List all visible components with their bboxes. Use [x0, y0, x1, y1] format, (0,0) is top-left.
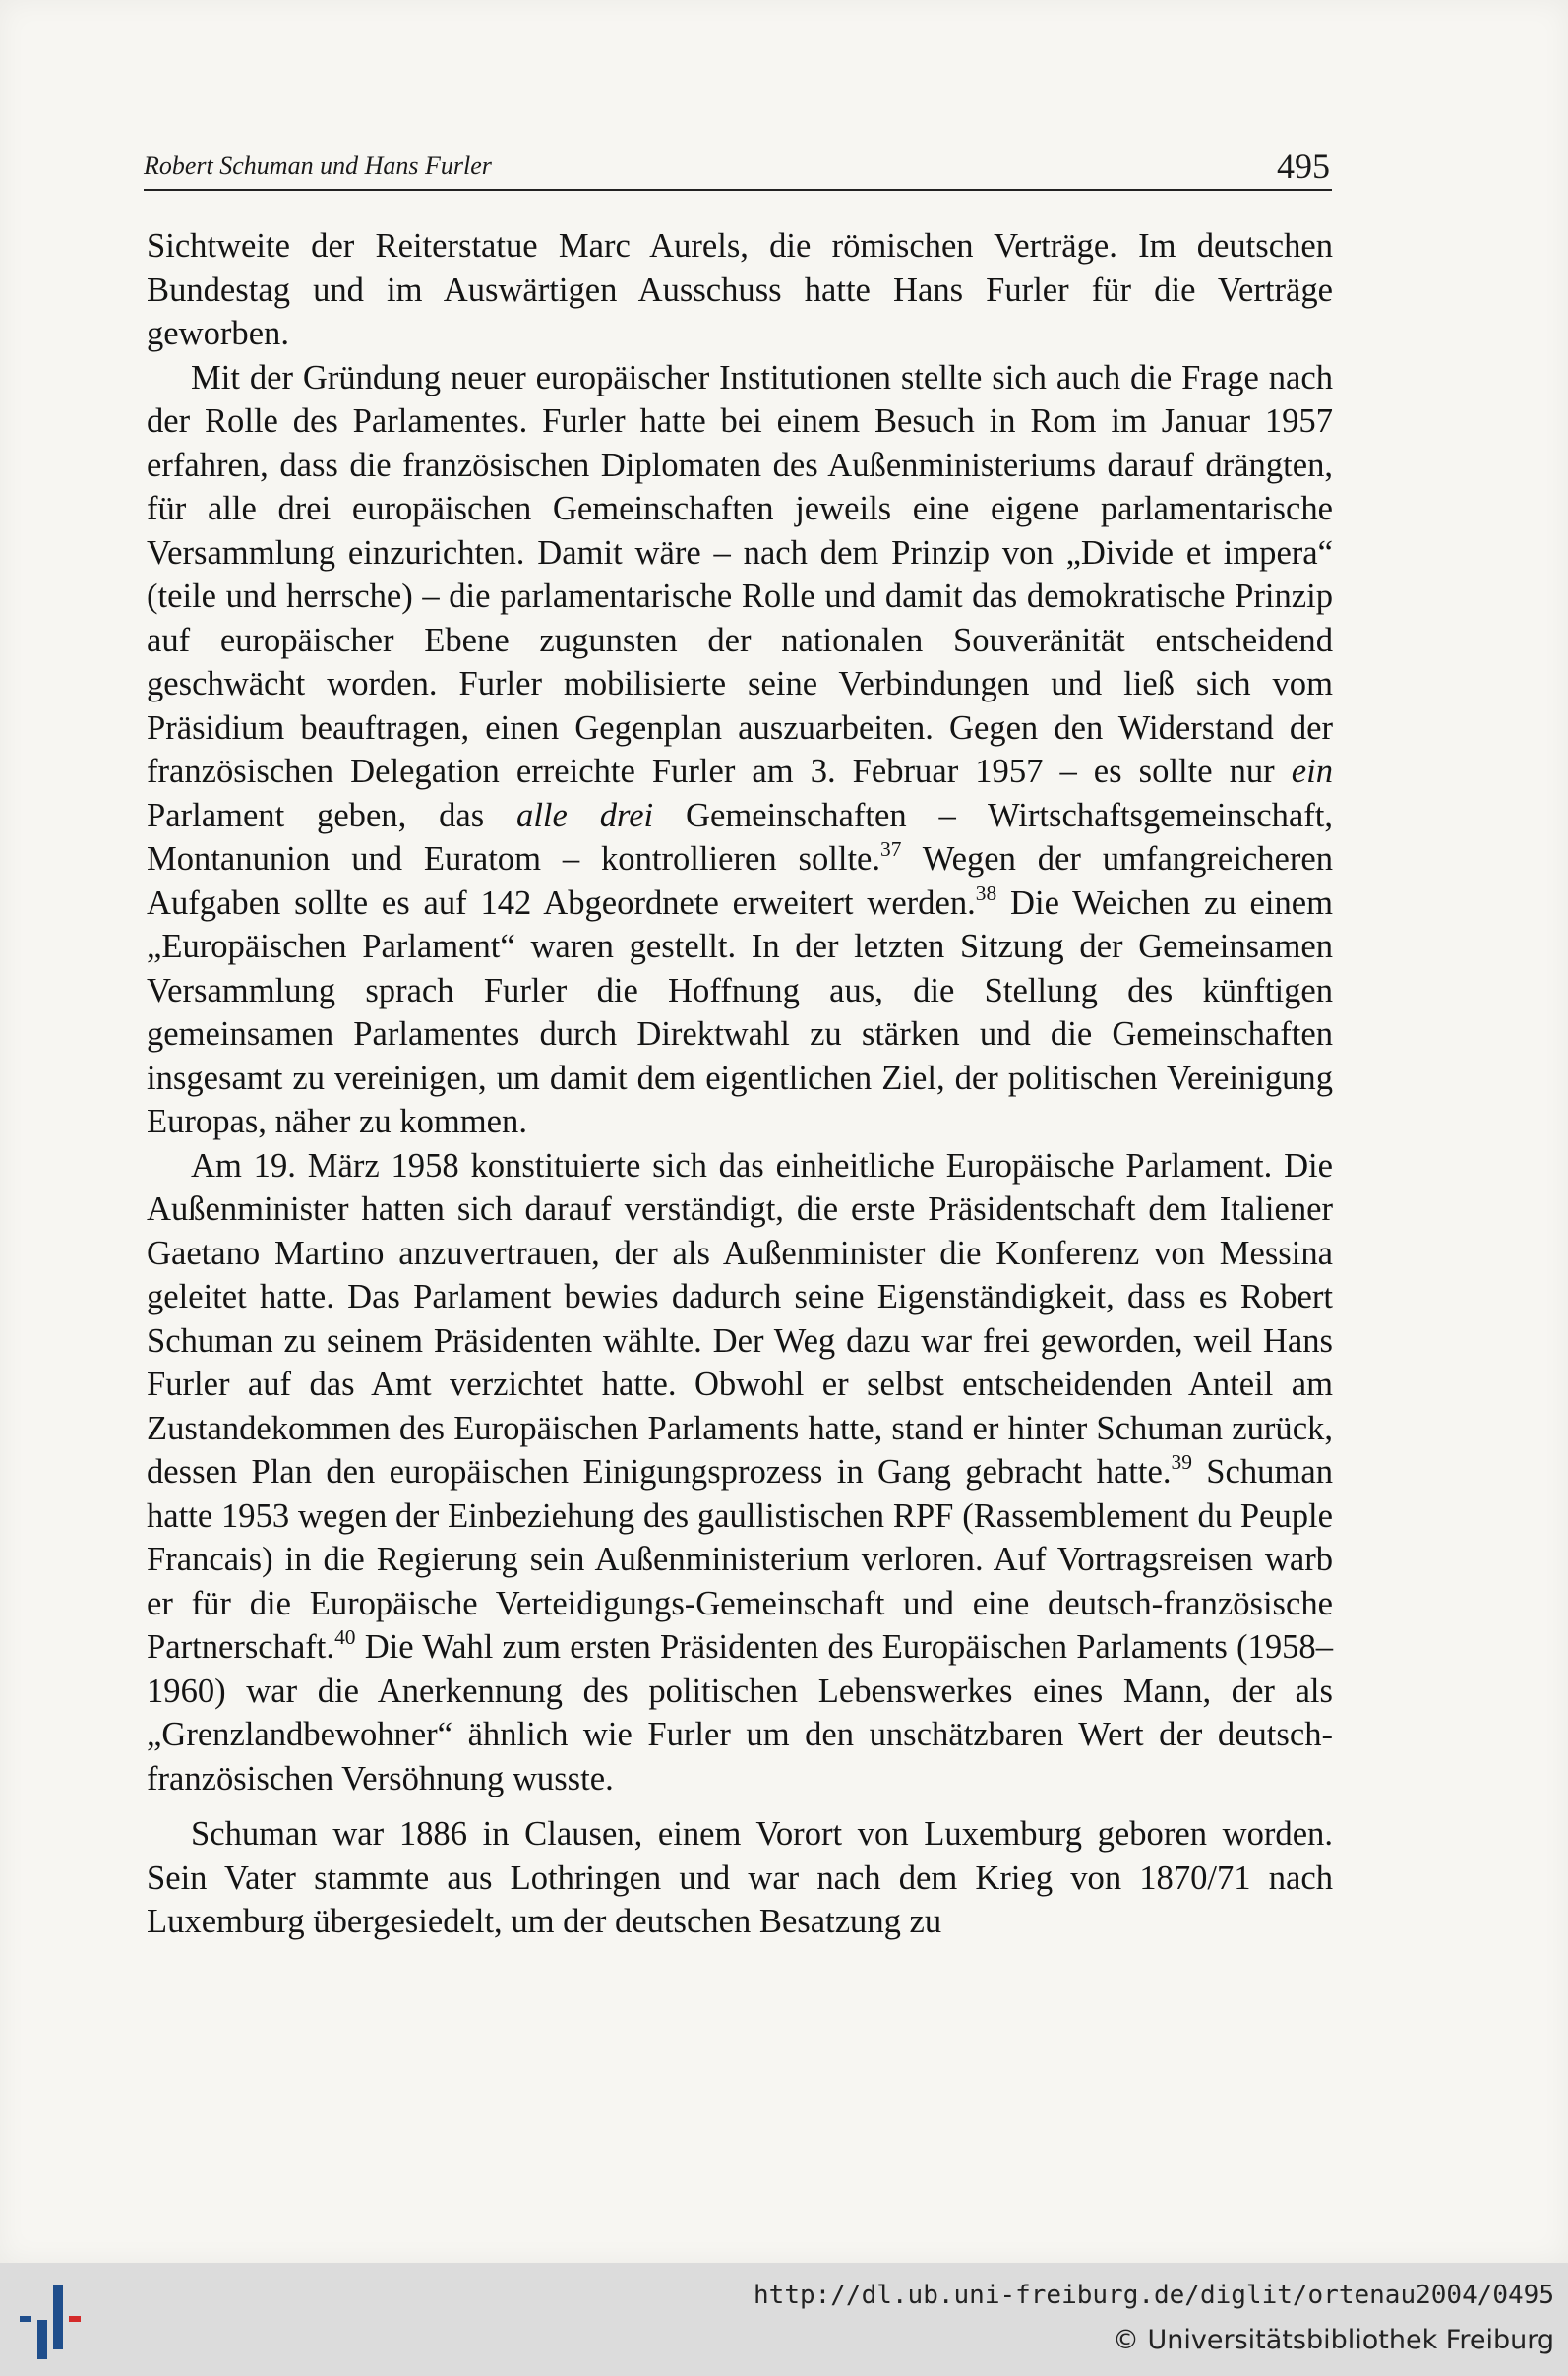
- paragraph-2: [147, 356, 1333, 1144]
- paragraph-3-text: Die Wahl zum ersten Präsidenten des Europäischen Parlaments (1958–1960) war die Anerkennung des politischen Lebenswerkes eines Mann, der als „Grenzlandbewohner“ ähnlich wie Furler um den unschätzbaren Wert der deutsch-französischen Versöhnung wusste.: [147, 1628, 1333, 1797]
- page-header: [144, 138, 1332, 191]
- body-text: [147, 224, 1333, 1944]
- paragraph-4: [147, 1812, 1333, 1944]
- paragraph-4-text: Schuman war 1886 in Clausen, einem Vorort von Luxemburg geboren worden. Sein Vater stammte aus Lothringen und war nach dem Krieg von 1870/71 nach Luxemburg übergesiedelt, um der deutschen Besatzung zu: [147, 1815, 1333, 1940]
- paragraph-3-text: Schuman hatte 1953 wegen der Einbeziehung des gaullistischen RPF (Rassemblement du Peuple Francais) in die Regierung sein Außenministerium verloren. Auf Vortragsreisen warb er für die Europäische Verteidigungs-Gemeinschaft und eine deutsch-französische Partnerschaft.: [147, 1453, 1333, 1666]
- footnote-ref-39: 39: [1171, 1450, 1192, 1475]
- paragraph-2-text: Gemeinschaften – Wirtschaftsgemeinschaft, Montanunion und Euratom – kontrollieren sollte.: [147, 796, 1333, 878]
- paragraph-3: [147, 1144, 1333, 1801]
- paragraph-1: [147, 224, 1333, 356]
- paragraph-2-text: Mit der Gründung neuer europäischer Institutionen stellte sich auch die Frage nach der Rolle des Parlamentes. Furler hatte bei einem Besuch in Rom im Januar 1957 erfahren, dass die französischen Diplomaten des Außenministeriums darauf drängten, für alle drei europäischen Gemeinschaften jeweils eine eigene parlamentarische Versammlung einzurichten. Damit wäre – nach dem Prinzip von „Divide et impera“ (teile und herrsche) – die parlamentarische Rolle und damit das demokratische Prinzip auf europäischer Ebene zugunsten der nationalen Souveränität entscheidend geschwächt worden. Furler mobilisierte seine Verbindungen und ließ sich vom Präsidium beauftragen, einen Gegenplan auszuarbeiten. Gegen den Widerstand der französischen Delegation erreichte Furler am 3. Februar 1957 – es sollte nur: [147, 358, 1333, 790]
- page-number: 495: [1277, 147, 1330, 186]
- paragraph-1-text: Sichtweite der Reiterstatue Marc Aurels, die römischen Verträge. Im deutschen Bundestag und im Auswärtigen Ausschuss hatte Hans Furler für die Verträge geworben.: [147, 227, 1333, 352]
- copyright-notice: © Universitätsbibliothek Freiburg: [1112, 2325, 1554, 2355]
- emphasis-ein: ein: [1291, 753, 1333, 790]
- footnote-ref-38: 38: [975, 881, 997, 905]
- running-title: Robert Schuman und Hans Furler: [144, 152, 492, 180]
- paragraph-2-text: Die Weichen zu einem „Europäischen Parlament“ waren gestellt. In der letzten Sitzung der Gemeinsamen Versammlung sprach Furler die Hoffnung aus, die Stellung des künftigen gemeinsamen Parlamentes durch Direktwahl zu stärken und die Gemeinschaften insgesamt zu vereinigen, um damit dem eigentlichen Ziel, der politischen Vereinigung Europas, näher zu kommen.: [147, 883, 1333, 1140]
- emphasis-alle-drei: alle drei: [516, 796, 654, 834]
- paragraph-3-text: Am 19. März 1958 konstituierte sich das einheitliche Europäische Parlament. Die Außenminister hatten sich darauf verständigt, die erste Präsidentschaft dem Italiener Gaetano Martino anzuvertrauen, der als Außenminister die Konferenz von Messina geleitet hatte. Das Parlament bewies dadurch seine Eigenständigkeit, dass es Robert Schuman zu seinem Präsidenten wählte. Der Weg dazu war frei geworden, weil Hans Furler auf das Amt verzichtet hatte. Obwohl er selbst entscheidenden Anteil am Zustandekommen des Europäischen Parlaments hatte, stand er hinter Schuman zurück, dessen Plan den europäischen Einigungsprozess in Gang gebracht hatte.: [147, 1146, 1333, 1491]
- paragraph-2-text: Parlament geben, das: [147, 796, 517, 834]
- footnote-ref-37: 37: [880, 837, 902, 862]
- paragraph-2-text: Wegen der umfangreicheren Aufgaben sollte es auf 142 Abgeordnete erweitert werden.: [147, 840, 1333, 922]
- source-url-link[interactable]: http://dl.ub.uni-freiburg.de/diglit/ortenau2004/0495: [754, 2281, 1554, 2310]
- ub-freiburg-logo-icon: [18, 2283, 96, 2361]
- footnote-ref-40: 40: [334, 1625, 356, 1650]
